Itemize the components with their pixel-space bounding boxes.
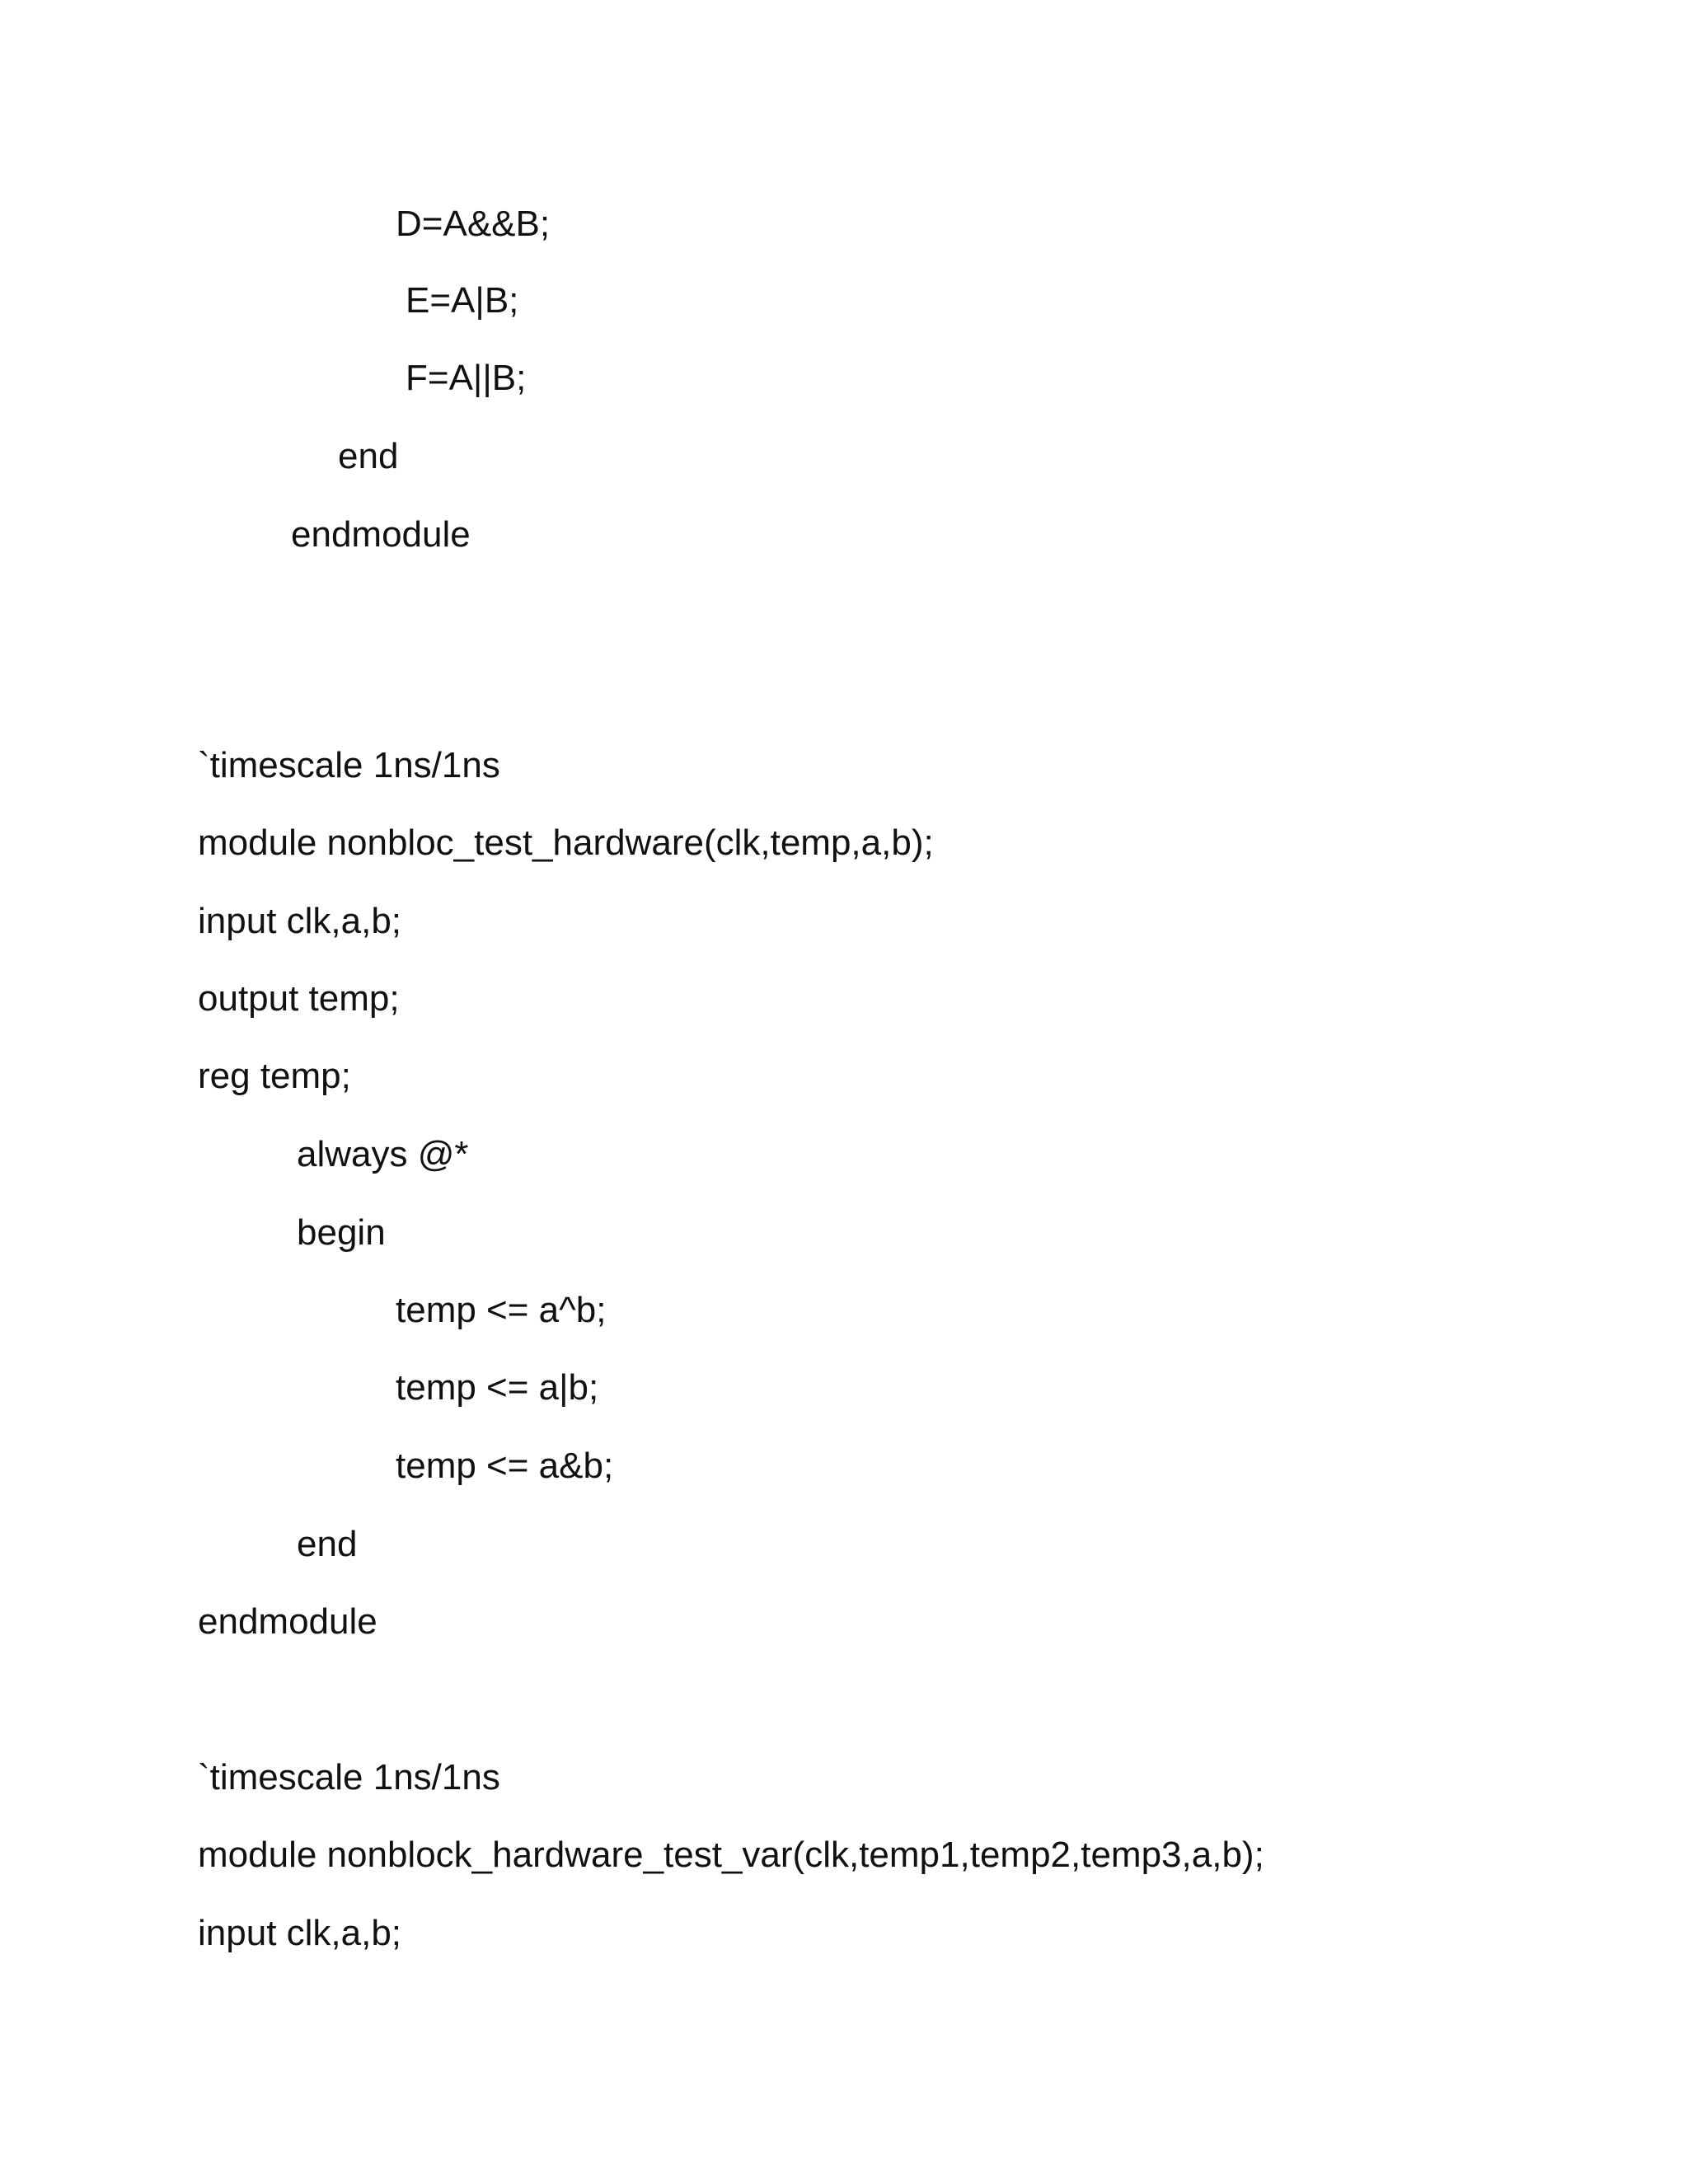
code-line: temp <= a&b; [396, 1446, 614, 1486]
code-line: F=A||B; [406, 358, 527, 398]
code-line: `timescale 1ns/1ns [198, 745, 500, 785]
code-line: module nonblock_hardware_test_var(clk,temp1,temp2,temp3,a,b); [198, 1835, 1264, 1875]
code-line: endmodule [291, 514, 471, 555]
code-line: `timescale 1ns/1ns [198, 1757, 500, 1797]
code-line: input clk,a,b; [198, 901, 402, 941]
code-line: always @* [297, 1134, 469, 1174]
code-line: reg temp; [198, 1056, 351, 1096]
code-line: endmodule [198, 1601, 377, 1642]
code-line: end [297, 1524, 358, 1564]
code-line: output temp; [198, 978, 400, 1019]
code-line: module nonbloc_test_hardware(clk,temp,a,b); [198, 823, 934, 863]
code-line: end [338, 436, 399, 476]
code-line: E=A|B; [406, 280, 519, 321]
code-line: D=A&&B; [396, 204, 551, 244]
code-line: begin [297, 1212, 386, 1253]
code-line: temp <= a|b; [396, 1367, 599, 1408]
code-line: input clk,a,b; [198, 1913, 402, 1953]
code-line: temp <= a^b; [396, 1290, 607, 1330]
